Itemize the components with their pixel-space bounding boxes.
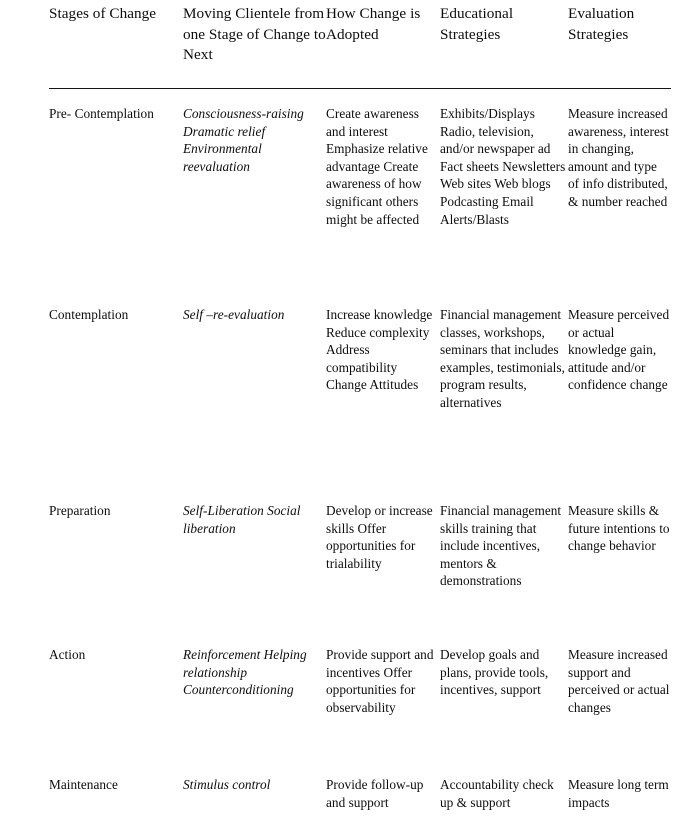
cell-stage: Contemplation bbox=[49, 307, 129, 323]
stages-of-change-table bbox=[49, 4, 671, 836]
column-header-moving-clientele: Moving Clientele from one Stage of Change to Next bbox=[183, 5, 326, 63]
cell-stage: Pre- Contemplation bbox=[49, 106, 154, 122]
cell-evaluation: Measure increased support and perceived or actual changes bbox=[568, 647, 670, 715]
cell-stage: Action bbox=[49, 647, 86, 663]
cell-adoption: Increase knowledge Reduce complexity Address compatibility Change Attitudes bbox=[326, 307, 433, 393]
table-header bbox=[49, 4, 671, 89]
cell-adoption: Develop or increase skills Offer opportunities for trialability bbox=[326, 503, 433, 571]
cell-process: Self –re-evaluation bbox=[183, 307, 285, 323]
cell-educational: Exhibits/Displays Radio, television, and/or newspaper ad Fact sheets Newsletters Web sites Web blogs Podcasting Email Alerts/Blasts bbox=[440, 106, 566, 227]
cell-stage: Maintenance bbox=[49, 777, 118, 793]
table-row bbox=[49, 89, 671, 306]
cell-evaluation: Measure perceived or actual knowledge gain, attitude and/or confidence change bbox=[568, 307, 670, 393]
column-header-how-change-is-adopted: How Change is Adopted bbox=[326, 5, 421, 43]
cell-adoption: Provide support and incentives Offer opportunities for observability bbox=[326, 647, 434, 715]
cell-process: Reinforcement Helping relationship Counterconditioning bbox=[183, 647, 307, 698]
table-row bbox=[49, 502, 671, 646]
cell-process: Stimulus control bbox=[183, 777, 271, 793]
cell-process: Consciousness-raising Dramatic relief Environmental reevaluation bbox=[183, 106, 304, 174]
column-header-stages-of-change: Stages of Change bbox=[49, 5, 157, 22]
cell-evaluation: Measure long term impacts bbox=[568, 777, 669, 810]
column-header-evaluation-strategies: Evaluation Strategies bbox=[568, 5, 635, 43]
cell-adoption: Create awareness and interest Emphasize relative advantage Create awareness of how significant others might be affected bbox=[326, 106, 428, 227]
cell-educational: Financial management classes, workshops, seminars that includes examples, testimonials, program results, alternatives bbox=[440, 307, 565, 411]
table-body bbox=[49, 89, 671, 836]
header-divider-cell bbox=[49, 66, 671, 90]
cell-evaluation: Measure skills & future intentions to change behavior bbox=[568, 503, 670, 554]
column-header-educational-strategies: Educational Strategies bbox=[440, 5, 514, 43]
cell-adoption: Provide follow-up and support bbox=[326, 777, 424, 810]
header-divider-row bbox=[49, 66, 671, 90]
cell-process: Self-Liberation Social liberation bbox=[183, 503, 301, 536]
cell-evaluation: Measure increased awareness, interest in changing, amount and type of info distributed, & number reached bbox=[568, 106, 669, 210]
table-row bbox=[49, 776, 671, 836]
header-row bbox=[49, 4, 671, 66]
cell-educational: Accountability check up & support bbox=[440, 777, 554, 810]
cell-stage: Preparation bbox=[49, 503, 111, 519]
cell-educational: Financial management skills training that include incentives, mentors & demonstrations bbox=[440, 503, 562, 589]
cell-educational: Develop goals and plans, provide tools, incentives, support bbox=[440, 647, 549, 698]
table-row bbox=[49, 646, 671, 776]
table-row bbox=[49, 306, 671, 502]
